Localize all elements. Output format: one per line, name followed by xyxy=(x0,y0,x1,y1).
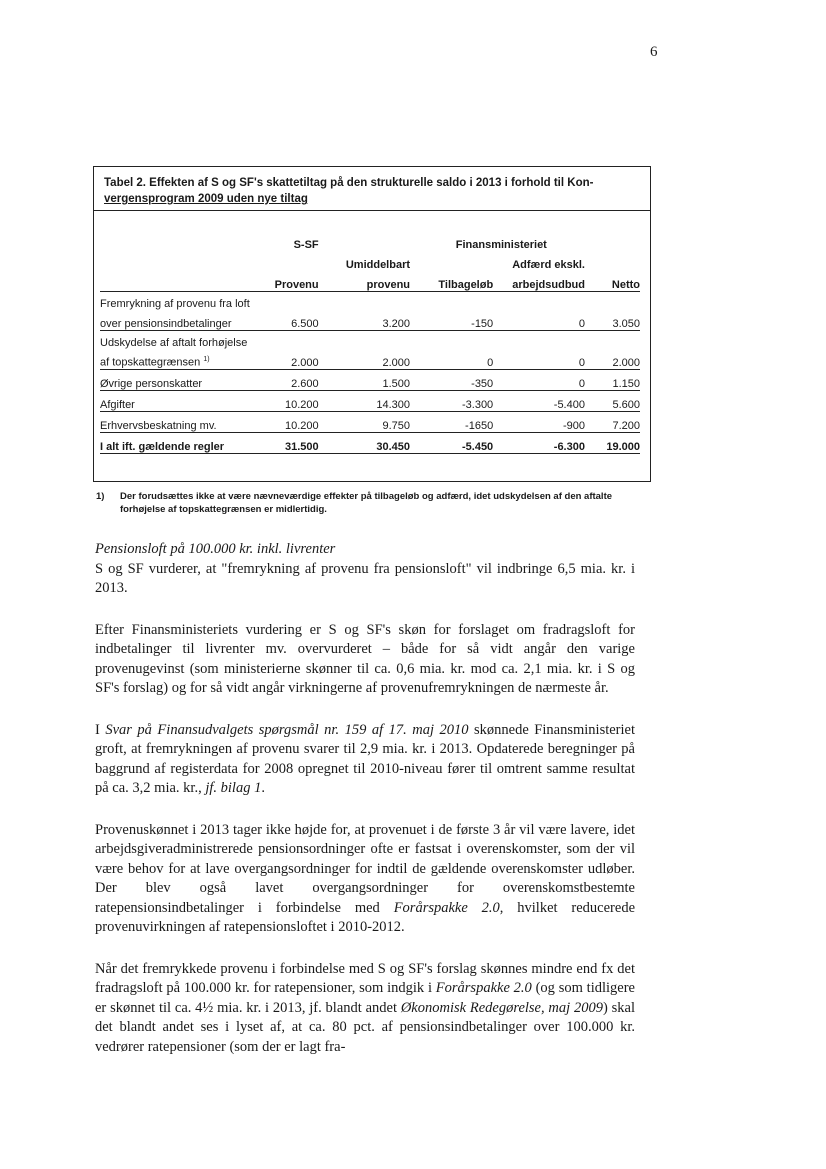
cell: 2.000 xyxy=(591,349,640,370)
cell: -5.450 xyxy=(424,433,501,454)
header-col3: Tilbageløb xyxy=(424,271,501,292)
paragraph-3: I Svar på Finansudvalgets spørgsmål nr. 159 af 17. maj 2010 skønnede Finansministeriet groft, at fremrykningen af provenu svarer til 2,9 mia. kr. i 2013. Opdaterede beregninger på baggrund af registerdata for 2008 opregnet til 2010-niveau fører til omtrent samme resultat på ca. 3,2 mia. kr., jf. bilag 1. xyxy=(95,721,635,796)
header-col2: provenu xyxy=(323,271,424,292)
cell: 2.600 xyxy=(260,370,323,391)
cell: -900 xyxy=(501,412,591,433)
cell: -6.300 xyxy=(501,433,591,454)
cell: 14.300 xyxy=(323,391,424,412)
body-text xyxy=(95,540,635,1079)
cell: 10.200 xyxy=(260,391,323,412)
header-row-columns xyxy=(100,271,640,292)
header-row-top xyxy=(100,251,640,271)
header-group-finansministeriet: Finansministeriet xyxy=(455,239,547,251)
row-label: I alt ift. gældende regler xyxy=(100,433,260,454)
paragraph-1: Pensionsloft på 100.000 kr. inkl. livrenter S og SF vurderer, at "fremrykning af provenu fra pensionsloft" vil indbringe 6,5 mia. kr. i 2013. xyxy=(95,541,635,596)
cell: 1.500 xyxy=(323,370,424,391)
cell: 19.000 xyxy=(591,433,640,454)
row-label: Øvrige personskatter xyxy=(100,370,260,391)
cell: 0 xyxy=(501,370,591,391)
header-col1: Provenu xyxy=(260,271,323,292)
footnote-ref: 1) xyxy=(203,356,210,364)
paragraph-4: Provenuskønnet i 2013 tager ikke højde for, at provenuet i de første 3 år vil være lavere, idet arbejdsgiveradministrerede pensionsordninger ofte er fastsat i overenskomster, som der vil være behov for at lave overgangsordninger for indtil de gældende overenskomster udløber. Der blev også lavet overgangsordninger for overenskomstbestemte ratepensionsindbetalinger i forbindelse med Forårspakke 2.0, hvilket reducerede provenuvirkningen af ratepensionsloftet i 2010-2012. xyxy=(95,821,636,935)
cell: 2.000 xyxy=(323,349,424,370)
row-label: af topskattegrænsen $^{1)}$ xyxy=(100,349,260,370)
caption-line-1: Tabel 2. Effekten af S og SF's skattetiltag på den strukturelle saldo i 2013 i forhold til Kon- xyxy=(104,177,594,189)
cell: 3.200 xyxy=(323,310,424,331)
cell: 0 xyxy=(424,349,501,370)
row-label: Erhvervsbeskatning mv. xyxy=(100,412,260,433)
cell: 0 xyxy=(501,349,591,370)
header-col4: arbejdsudbud xyxy=(501,271,591,292)
cell: 7.200 xyxy=(591,412,640,433)
table-row-label-1 xyxy=(100,292,640,311)
table-row xyxy=(100,412,640,433)
cell: 1.150 xyxy=(591,370,640,391)
header-col2-top: Umiddelbart xyxy=(345,259,411,271)
cell: -150 xyxy=(424,310,501,331)
footnote-text: Der forudsættes ikke at være nævneværdige effekter på tilbageløb og adfærd, idet udskydelsen af den aftalte forhøjelse af topskattegrænsen er midlertidig. xyxy=(120,491,613,515)
row-label: over pensionsindbetalinger xyxy=(100,310,260,331)
header-col4-top: Adfærd ekskl. xyxy=(512,259,585,271)
page-number: 6 xyxy=(650,44,658,60)
cell: -350 xyxy=(424,370,501,391)
table-caption xyxy=(94,167,650,211)
row-label-top: Udskydelse af aftalt forhøjelse xyxy=(100,337,248,349)
cell: 30.450 xyxy=(323,433,424,454)
header-group-s-sf: S-SF xyxy=(293,239,319,251)
caption-line-2: vergensprogram 2009 uden nye tiltag xyxy=(104,193,308,205)
paragraph-5: Når det fremrykkede provenu i forbindelse med S og SF's forslag skønnes mindre end fx det fradragsloft på 100.000 kr. for ratepensioner, som indgik i Forårspakke 2.0 (og som tidligere er skønnet til ca. 4½ mia. kr. i 2013, jf. blandt andet Økonomisk Redegørelse, maj 2009) skal det blandt andet ses i lyset af, at ca. 80 pct. af pensionsindbetalinger over 100.000 kr. vedrører ratepensioner (som der er lagt fra- xyxy=(95,960,635,1055)
cell: -1650 xyxy=(424,412,501,433)
table-row xyxy=(100,349,640,370)
cell: 2.000 xyxy=(260,349,323,370)
cell: -3.300 xyxy=(424,391,501,412)
table-row xyxy=(100,391,640,412)
table-2 xyxy=(93,166,651,482)
header-col5: Netto xyxy=(591,271,640,292)
paragraph-2: Efter Finansministeriets vurdering er S og SF's skøn for forslaget om fradragsloft for indbetalinger til livrenter mv. overvurderet – både for så vidt angår den varige provenugevinst (som ministerierne skønner til ca. 0,6 mia. kr. mod ca. 2,1 mia. kr. i S og SF's forslag) og for så vidt angår virkningerne af provenufremrykningen de nærmeste år. xyxy=(95,621,635,696)
table-footnote xyxy=(96,490,656,516)
table-row-label-1 xyxy=(100,331,640,350)
section-heading: Pensionsloft på 100.000 kr. inkl. livrenter xyxy=(95,541,336,557)
table-row-total xyxy=(100,433,640,454)
table-row xyxy=(100,370,640,391)
footnote-mark: 1) xyxy=(96,491,105,502)
cell: 6.500 xyxy=(260,310,323,331)
cell: -5.400 xyxy=(501,391,591,412)
table-row xyxy=(100,310,640,331)
cell: 31.500 xyxy=(260,433,323,454)
header-row-groups xyxy=(100,231,640,251)
row-label-top: Fremrykning af provenu fra loft xyxy=(100,298,250,310)
cell: 0 xyxy=(501,310,591,331)
cell: 3.050 xyxy=(591,310,640,331)
effects-table xyxy=(100,231,640,454)
cell: 5.600 xyxy=(591,391,640,412)
cell: 10.200 xyxy=(260,412,323,433)
row-label: Afgifter xyxy=(100,391,260,412)
cell: 9.750 xyxy=(323,412,424,433)
